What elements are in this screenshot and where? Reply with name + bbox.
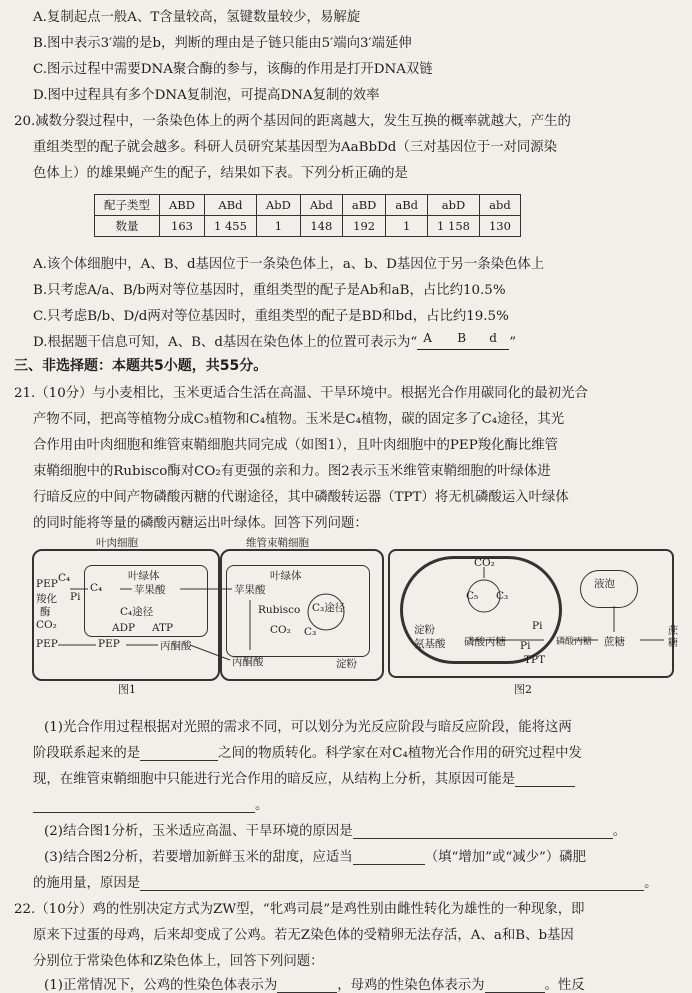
q20-option-c: C.只考虑B/b、D/d两对等位基因时，重组类型的配子是BD和bd，占比约19.5% [33,309,509,324]
fig2-label: Pi [520,640,531,652]
table-header-cell: 数量 [95,216,160,237]
fig2-label: CO₂ [474,557,495,569]
q21-stem-line6: 的同时能将等量的磷酸丙糖运出叶绿体。回答下列问题： [33,516,368,531]
fig1-label: C₄ [90,582,103,594]
fig1-label: C₄ [58,572,71,584]
table-cell: 1 158 [428,216,480,237]
figure-2-caption: 图2 [514,683,532,696]
fig2-label: 氨基酸 [414,638,446,650]
mesophyll-label: 叶肉细胞 [96,537,138,549]
fig2-label: C₃ [496,590,509,602]
q19-option-b: B.图中表示3′端的是b，判断的理由是子链只能由5′端向3′端延伸 [33,36,412,51]
table-cell: ABD [160,195,205,216]
table-cell: AbD [256,195,300,216]
fig2-label: 蔗糖 [668,626,678,649]
q21-stem-line1: 21.（10分）与小麦相比，玉米更适合生活在高温、干旱环境中。根据光合作用碳同化的最初光合 [14,386,588,401]
q20-option-b: B.只考虑A/a、B/b两对等位基因时，重组类型的配子是Ab和aB，占比约10.5% [33,283,506,298]
answer-blank[interactable] [140,760,218,761]
fig2-label: 液泡 [594,578,615,590]
chromosome-label: d [489,331,497,345]
q21-stem-line2: 产物不同，把高等植物分成C₃植物和C₄植物。玉米是C₄植物，碳的固定多了C₄途径，其光 [33,412,565,427]
table-cell: aBd [386,195,428,216]
q21-sub1-line2: 阶段联系起来的是 之间的物质转化。科学家在对C₄植物光合作用的研究过程中发 [33,746,582,761]
fig1-label: ATP [152,622,174,634]
fig1-label: C₃途径 [312,602,346,614]
q21-stem-line5: 行暗反应的中间产物磷酸丙糖的代谢途径，其中磷酸转运器（TPT）将无机磷酸运入叶绿体 [33,490,569,505]
fig1-label: PEP [98,638,120,650]
fig2-label: Pi [532,620,543,632]
q22-sub1: (1)正常情况下，公鸡的性染色体表示为 ，母鸡的性染色体表示为 。性反 [44,978,585,993]
table-cell: abD [428,195,480,216]
q20-stem-line3: 色体上）的雄果蝇产生的配子，结果如下表。下列分析正确的是 [33,166,408,181]
table-cell: ABd [204,195,256,216]
fig2-label: 蔗糖 [604,636,625,648]
q22-stem-line1: 22.（10分）鸡的性别决定方式为ZW型，“牝鸡司晨”是鸡性别由雌性转化为雄性的一种现象，即 [14,902,585,917]
q21-sub2: (2)结合图1分析，玉米适应高温、干旱环境的原因是 。 [44,824,627,839]
q20-stem-line2: 重组类型的配子就会越多。科研人员研究某基因型为AaBbDd（三对基因位于一对同源染 [33,140,558,155]
fig2-label: 磷酸丙糖 [556,637,593,647]
answer-blank[interactable] [140,890,644,891]
table-cell: abd [479,195,520,216]
table-cell: aBD [342,195,386,216]
q19-option-d: D.图中过程具有多个DNA复制泡，可提高DNA复制的效率 [33,88,380,103]
q19-option-c: C.图示过程中需要DNA聚合酶的参与，该酶的作用是打开DNA双链 [33,62,433,77]
fig1-label: 羧化 [36,593,57,605]
fig2-label: C₅ [466,590,479,602]
chloroplast-label: 叶绿体 [128,570,160,582]
table-cell: 130 [479,216,520,237]
table-cell: 148 [300,216,342,237]
fig1-label: 淀粉 [336,658,357,670]
table-cell: 1 455 [204,216,256,237]
fig1-label: 丙酮酸 [160,640,192,652]
figure-1-caption: 图1 [118,683,136,696]
fig1-label: PEP [36,638,58,650]
fig2-label: 淀粉 [414,624,435,636]
table-cell: 163 [160,216,205,237]
section-title: 三、非选择题：本题共5小题，共55分。 [14,358,268,374]
q20-option-a: A.该个体细胞中，A、B、d基因位于一条染色体上，a、b、D基因位于另一条染色体上 [33,257,545,272]
answer-blank[interactable] [515,786,575,787]
table-cell: Abd [300,195,342,216]
q21-stem-line4: 束鞘细胞中的Rubisco酶对CO₂有更强的亲和力。图2表示玉米维管束鞘细胞的叶绿体进 [33,464,551,479]
fig1-label: PEP [36,578,58,590]
table-cell: 1 [256,216,300,237]
q21-sub1-line3: 现，在维管束鞘细胞中只能进行光合作用的暗反应，从结构上分析，其原因可能是 [33,768,692,787]
fig1-label: 丙酮酸 [232,656,264,668]
fig1-label: C₃ [304,626,317,638]
fig1-label: 苹果酸 [234,584,266,596]
fig1-label: 苹果酸 [134,584,166,596]
q21-sub3-line1: (3)结合图2分析，若要增加新鲜玉米的甜度，应适当 （填“增加”或“减少”）磷肥 [44,850,586,865]
q21-stem-line3: 合作用由叶肉细胞和维管束鞘细胞共同完成（如图1），且叶肉细胞中的PEP羧化酶比维管 [33,438,559,453]
q21-sub1-line4: 。 [33,794,692,813]
fig2-label: 磷酸丙糖 [464,636,506,648]
q19-option-a: A.复制起点一般A、T含量较高，氢键数量较少，易解旋 [33,10,361,25]
answer-blank[interactable] [353,838,613,839]
q22-stem-line3: 分别位于常染色体和Z染色体上，回答下列问题： [33,954,324,969]
bundle-sheath-label: 维管束鞘细胞 [246,537,309,549]
table-cell: 1 [386,216,428,237]
fig1-label: Rubisco [258,604,301,616]
chromosome-label: B [457,331,467,345]
fig1-label: ADP [112,622,136,634]
chromosome-label: A [423,331,432,345]
answer-blank[interactable] [353,864,425,865]
table-cell: 192 [342,216,386,237]
fig2-label: TPT [524,654,546,666]
fig1-label: 酶 [40,606,51,618]
answer-blank[interactable] [33,812,255,813]
q21-sub1-line1: (1)光合作用过程根据对光照的需求不同，可以划分为光反应阶段与暗反应阶段，能将这两 [44,720,572,735]
fig1-label: C₄途径 [120,606,154,618]
fig1-label: CO₂ [270,624,291,636]
fig1-label: CO₂ [36,619,57,631]
fig1-label: Pi [70,591,81,603]
q22-stem-line2: 原来下过蛋的母鸡，后来却变成了公鸡。若无Z染色体的受精卵无法存活，A、a和B、b基因 [33,928,574,943]
q21-sub3-line2: 的施用量，原因是 。 [33,876,658,891]
q20-option-d: D.根据题干信息可知，A、B、d基因在染色体上的位置可表示为“ A B d ” [33,331,517,350]
chloroplast-label: 叶绿体 [270,570,302,582]
table-header-cell: 配子类型 [95,195,160,216]
q20-stem-line1: 20.减数分裂过程中，一条染色体上的两个基因间的距离越大，发生互换的概率就越大，产生的 [14,114,571,129]
